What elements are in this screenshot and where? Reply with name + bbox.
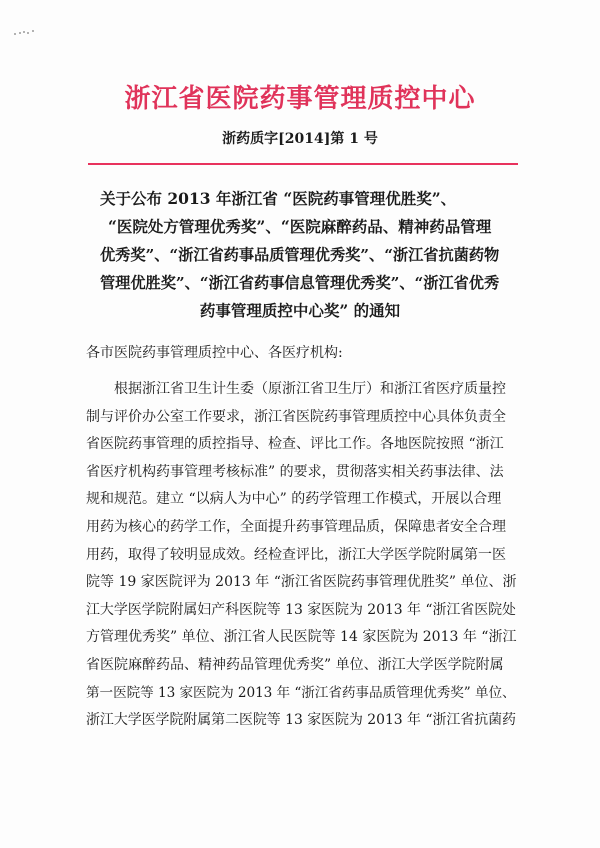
body-line: 方管理优秀奖” 单位、浙江省人民医院等 14 家医院为 2013 年 “浙江	[86, 629, 517, 646]
notice-title-line: “医院处方管理优秀奖”、“医院麻醉药品、精神药品管理	[108, 217, 492, 236]
scan-speck	[14, 30, 36, 36]
body-line: 制与评价办公室工作要求，浙江省医院药事管理质控中心具体负责全	[86, 408, 506, 425]
body-line: 省医院药事管理的质控指导、检查、评比工作。各地医院按照 “浙江	[86, 436, 504, 453]
body-line: 用药，取得了较明显成效。经检查评比，浙江大学医学院附属第一医	[86, 546, 506, 563]
red-header-rule	[88, 163, 518, 165]
body-line: 浙江大学医学院附属第二医院等 13 家医院为 2013 年 “浙江省抗菌药	[86, 712, 516, 729]
body-paragraph	[86, 376, 516, 735]
organization-title: 浙江省医院药事管理质控中心	[124, 84, 476, 114]
body-line: 用药为核心的药学工作，全面提升药事管理品质，保障患者安全合理	[86, 518, 506, 535]
document-number: 浙药质字[2014]第 1 号	[222, 131, 378, 147]
notice-title-line: 优秀奖”、“浙江省药事品质管理优秀奖”、“浙江省抗菌药物	[100, 246, 500, 264]
body-line: 院等 19 家医院评为 2013 年 “浙江省医院药事管理优胜奖” 单位、浙	[86, 574, 517, 591]
body-line: 第一医院等 13 家医院为 2013 年 “浙江省药事品质管理优秀奖” 单位、	[86, 684, 516, 701]
body-line: 规和规范。建立 “以病人为中心” 的药学管理工作模式，开展以合理	[86, 491, 502, 508]
body-line: 根据浙江省卫生计生委（原浙江省卫生厅）和浙江省医疗质量控	[114, 381, 506, 397]
body-line: 省医疗机构药事管理考核标准” 的要求，贯彻落实相关药事法律、法	[86, 463, 504, 480]
notice-title-line: 管理优胜奖”、“浙江省药事信息管理优秀奖”、“浙江省优秀	[100, 274, 500, 292]
notice-title-line: 药事管理质控中心奖” 的通知	[199, 301, 401, 320]
notice-title-line: 关于公布 2013 年浙江省 “医院药事管理优胜奖”、	[100, 189, 457, 208]
salutation: 各市医院药事管理质控中心、各医疗机构:	[86, 345, 343, 361]
body-line: 省医院麻醉药品、精神药品管理优秀奖” 单位、浙江大学医学院附属	[86, 656, 504, 673]
body-line: 江大学医学院附属妇产科医院等 13 家医院为 2013 年 “浙江省医院处	[86, 601, 516, 618]
notice-title	[100, 185, 500, 325]
